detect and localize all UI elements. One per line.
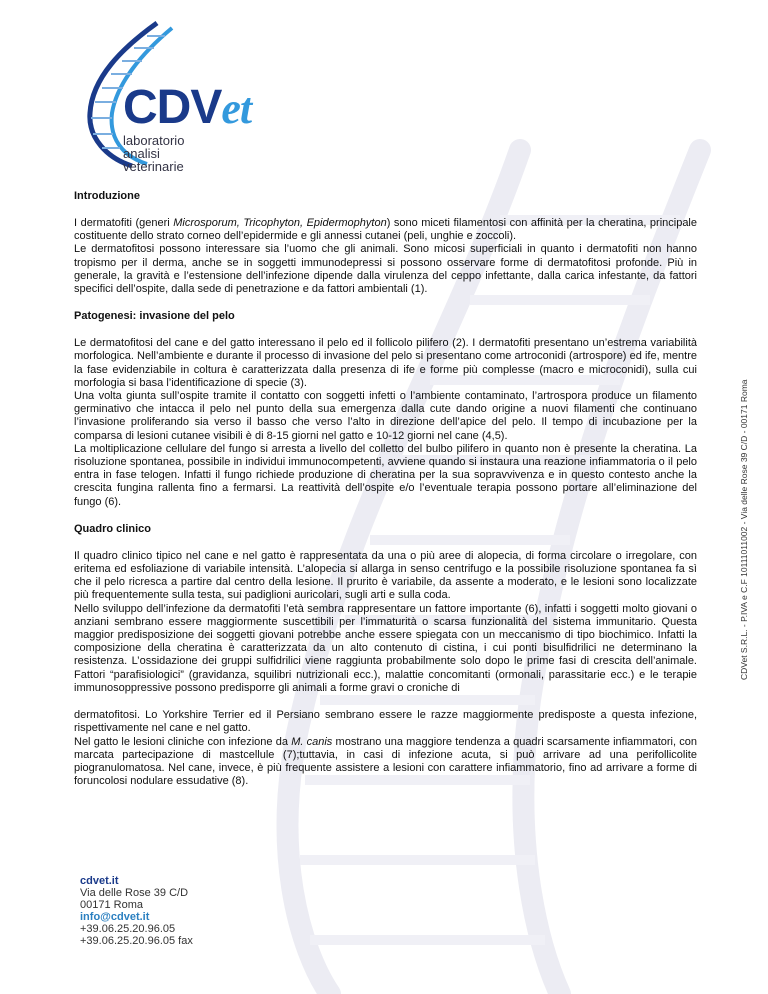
address-line: Via delle Rose 39 C/D <box>80 887 189 899</box>
fax-number: +39.06.25.20.96.05 fax <box>80 935 193 947</box>
company-logo <box>62 18 272 174</box>
email-link[interactable]: info@cdvet.it <box>80 911 150 923</box>
section-paragraph: I dermatofiti (generi Microsporum, Tricophyton, Epidermophyton) sono miceti filamentosi con affinità per la cheratina, principale costituente dello strato corneo dell’epidermide e gli annessi cutanei (peli, unghie e zoccoli). Le dermatofitosi possono interessare sia l’uomo che gli animali. Sono micosi superficiali in quanto i dermatofiti non hanno tropismo per il derma, anche se in soggetti immunodepressi si possono osservare forme di dermatofitosi profonde. Più in generale, la gravità e l’estensione dell’infezione dipende dalla virulenza del ceppo infettante, dalla carica infestante, da fattori specifici dell’ospite, dalla sede di penetrazione e da fattori ambientali (1). <box>74 217 697 296</box>
section-heading: Quadro clinico <box>74 522 152 535</box>
logo-sub-line: laboratorio <box>123 133 185 148</box>
website-link[interactable]: cdvet.it <box>80 875 119 887</box>
sidebar-legal <box>735 180 755 680</box>
logo-wordmark: CDVet <box>123 81 252 134</box>
section-paragraph: dermatofitosi. Lo Yorkshire Terrier ed il Persiano sembrano essere le razze maggiormente predisposte a questa infezione, rispettivamente nel cane e nel gatto. Nel gatto le lesioni cliniche con infezione da M. canis mostrano una maggiore tendenza a quadri scarsamente infiammatori, con marcata partecipazione di mastcellule (7);tuttavia, in casi di infezione acuta, si può arrivare ad una perifollicolite piogranulomatosa. Nel cane, invece, è più frequente assistere a lesioni con carattere infiammatorio, fino ad arrivare a forme di foruncolosi nodulare essudative (8). <box>74 709 697 788</box>
section-heading: Patogenesi: invasione del pelo <box>74 310 235 323</box>
phone-number: +39.06.25.20.96.05 <box>80 923 176 935</box>
section-paragraph: Il quadro clinico tipico nel cane e nel gatto è rappresentata da una o più aree di alopecia, di forma circolare o irregolare, con eritema ed esfoliazione di variabile intensità. L’alopecia si allarga in senso centrifugo e la possibile risoluzione spontanea fa sì che il pelo ricresca a partire dal centro della lesione. Il prurito è variabile, da assente a moderato, e le lesioni sono localizzate più frequentemente sulla testa, sui padiglioni auricolari, sugli arti e sulla coda. Nello sviluppo dell’infezione da dermatofiti l’età sembra rappresentare un fattore importante (6), infatti i soggetti molto giovani o anziani sembrano essere maggiormente suscettibili per l’immaturità o scarsa funzionalità del sistema immunitario. Questa maggior predisposizione dei soggetti giovani potrebbe anche essere spiegata con un meccanismo di tipo biochimico. Infatti la composizione della cheratina è caratterizzata da un alto contenuto di cistina, i cui ponti bisulfidrilici ne determinano la resistenza. L’ossidazione dei gruppi sulfidrilici viene raggiunta probabilmente solo dopo le prime fasi di crescita dell’animale. Fattori “parafisiologici” (gravidanza, squilibri nutrizionali ecc.), malattie concomitanti (ormonali, parassitarie ecc.) e le terapie immunosoppressive possono predisporre gli animali a forme gravi o croniche di <box>74 549 697 694</box>
address-city: 00171 Roma <box>80 899 143 911</box>
section-paragraph: Le dermatofitosi del cane e del gatto interessano il pelo ed il follicolo pilifero (2). I dermatofiti presentano un’estrema variabilità morfologica. Nell’ambiente e durante il processo di invasione del pelo si presentano come artroconidi (artrospore) ed ife, mentre la fase evidenziabile in coltura è caratterizzata dalla presenza di ife e forme più complesse (macro e microconidi), sulla cui morfologia si basa l’identificazione di specie (3). Una volta giunta sull’ospite tramite il contatto con soggetti infetti o l’ambiente contaminato, l’artrospora produce un filamento germinativo che intacca il pelo nel punto della sua emergenza dalla cute dando origine a nuovi filamenti che continuano l’invasione proliferando sia verso il basso che verso l’alto in direzione dell’apice del pelo. Il tempo di incubazione per la comparsa di lesioni cutanee visibili è di 8-15 giorni nel gatto e 10-12 giorni nel cane (4,5). La moltiplicazione cellulare del fungo si arresta a livello del colletto del bulbo pilifero in quanto non è presente la cheratina. La risoluzione spontanea, possibile in individui immunocompetenti, avviene quando si instaura una reazione infiammatoria o il pelo entra in fase telogen. Infatti il fungo richiede produzione di cheratina per la sua sopravvivenza e in questo contesto anche la crescita fungina rallenta fino a fermarsi. La reattività dell’ospite e/o l’eventuale terapia possono portare all’eliminazione del fungo (6). <box>74 337 697 508</box>
contact-footer <box>80 875 193 947</box>
logo-subtitle <box>123 134 184 173</box>
section-heading: Introduzione <box>74 190 140 202</box>
logo-sub-line: analisi <box>123 146 160 161</box>
legal-text: CDVet S.R.L. - P.IVA e C.F 10111011002 - Via delle Rose 39 C/D - 00171 Roma <box>739 379 749 680</box>
logo-sub-line: veterinarie <box>123 159 184 174</box>
document-body <box>74 190 697 802</box>
